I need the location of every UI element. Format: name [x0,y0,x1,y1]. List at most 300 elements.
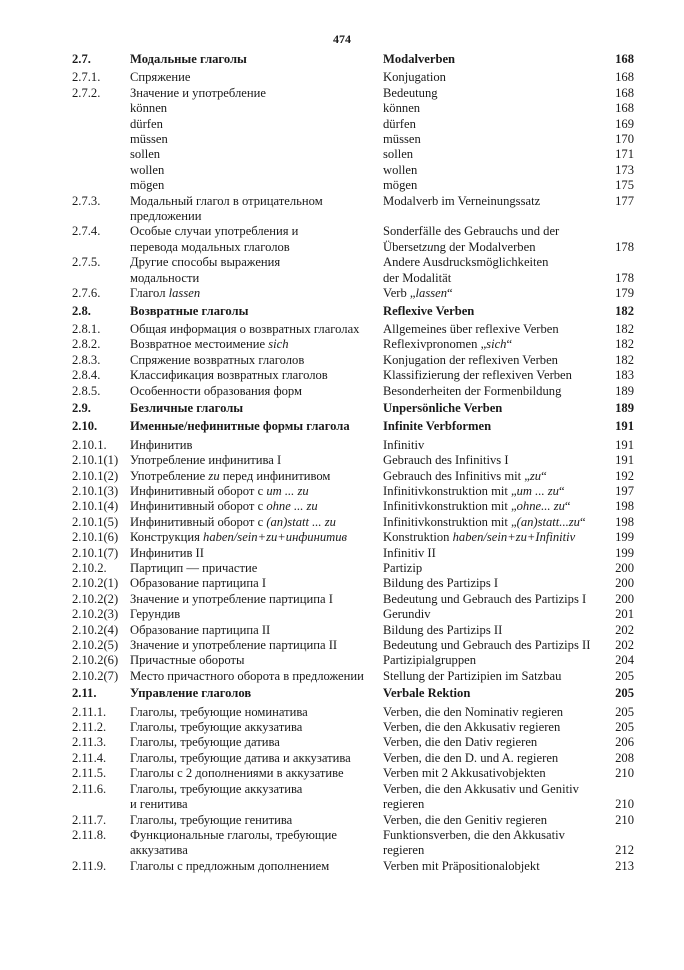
toc-title-line: wollen [383,162,418,177]
toc-title-line: Bedeutung [383,85,438,100]
toc-number: 2.8.2. [72,337,101,352]
toc-title-line: Особенности образования форм [130,383,302,398]
toc-number: 2.10.1(6) [72,530,119,545]
toc-title-line: Verben, die den Nominativ regieren [383,704,564,719]
toc-page-number: 212 [615,843,634,858]
toc-number: 2.10.1(5) [72,514,119,529]
toc-number: 2.7.4. [72,224,101,239]
toc-title-line: Глаголы, требующие номинатива [130,704,308,719]
toc-row[interactable] [72,163,634,178]
toc-title-russian [130,255,380,286]
toc-title-line: können [383,101,421,116]
toc-title-german [383,623,615,638]
toc-title-line: Konstruktion haben/sein+zu+Infinitiv [383,530,576,545]
toc-title-line: dürfen [130,116,163,131]
toc-row[interactable] [72,766,634,781]
toc-title-line: Infinitiv II [383,545,436,560]
toc-row[interactable] [72,546,634,561]
toc-title-russian [130,368,380,383]
toc-number: 2.10.1(1) [72,453,119,468]
toc-title-german [383,638,615,653]
toc-page-number: 205 [615,668,634,683]
toc-row[interactable] [72,194,634,225]
toc-title-line: sollen [130,147,161,162]
toc-row[interactable] [72,86,634,101]
toc-number: 2.11.4. [72,750,107,765]
toc-row[interactable] [72,117,634,132]
toc-title-russian [130,52,380,67]
toc-title-russian [130,576,380,591]
toc-row[interactable] [72,735,634,750]
toc-title-russian [130,484,380,499]
toc-page-number: 183 [615,368,634,383]
toc-page-number: 204 [615,653,634,668]
toc-title-russian [130,751,380,766]
toc-number: 2.11.7. [72,812,107,827]
toc-title-line: Klassifizierung der reflexiven Verben [383,368,572,383]
toc-title-russian [130,546,380,561]
toc-page-number: 210 [615,797,634,812]
toc-title-german [383,52,615,67]
toc-title-line: Unpersönliche Verben [383,400,503,415]
toc-title-russian [130,401,380,416]
toc-title-german [383,546,615,561]
toc-title-line: Значение и употребление [130,85,266,100]
toc-page-number: 198 [615,499,634,514]
toc-page-number: 200 [615,576,634,591]
toc-title-russian [130,859,380,874]
toc-title-line: Andere Ausdrucksmöglichkeiten [383,255,549,270]
toc-title-line: Infinitiv [383,437,425,452]
toc-title-line: Другие способы выражения [130,255,281,270]
toc-title-line: Infinitivkonstruktion mit „(an)statt...zu“ [383,514,586,529]
toc-title-line: Verben mit 2 Akkusativobjekten [383,766,546,781]
toc-title-german [383,607,615,622]
toc-title-line: Глаголы, требующие датива [130,735,280,750]
toc-page-number: 182 [615,321,634,336]
toc-title-russian [130,561,380,576]
toc-title-russian [130,70,380,85]
toc-row[interactable] [72,782,634,813]
toc-title-line: Gebrauch des Infinitivs I [383,453,509,468]
toc-row[interactable] [72,576,634,591]
toc-title-line: Modalverben [383,52,456,66]
toc-title-german [383,813,615,828]
toc-title-line: Возвратное местоимение sich [130,337,289,352]
toc-title-line: mögen [383,178,418,193]
toc-title-line: Verben, die den D. und A. regieren [383,750,559,765]
toc-title-russian [130,705,380,720]
toc-title-german [383,304,615,319]
toc-row[interactable] [72,286,634,301]
toc-number: 2.7.1. [72,70,101,85]
toc-title-line: Общая информация о возвратных глаголах [130,321,360,336]
toc-row[interactable] [72,101,634,116]
toc-title-line: Besonderheiten der Formenbildung [383,383,562,398]
toc-number: 2.10.2(5) [72,638,119,653]
toc-page-number: 189 [615,383,634,398]
toc-page-number: 178 [615,239,634,254]
toc-row[interactable] [72,337,634,352]
toc-page-number: 206 [615,735,634,750]
toc-row[interactable] [72,638,634,653]
toc-title-russian [130,304,380,319]
toc-page-number: 210 [615,812,634,827]
toc-page-number: 201 [615,607,634,622]
toc-title-german [383,469,615,484]
toc-page-number: 182 [615,337,634,352]
toc-title-german [383,686,615,701]
toc-number: 2.10.2(6) [72,653,119,668]
toc-number: 2.11.1. [72,704,107,719]
toc-title-line: Bedeutung und Gebrauch des Partizips I [383,591,587,606]
toc-title-line: Спряжение возвратных глаголов [130,352,305,367]
toc-page-number: 200 [615,591,634,606]
toc-title-german [383,576,615,591]
toc-title-russian [130,515,380,530]
toc-title-russian [130,224,380,255]
toc-title-line: Gebrauch des Infinitivs mit „zu“ [383,468,547,483]
toc-title-german [383,782,615,813]
toc-title-german [383,286,615,301]
toc-title-russian [130,337,380,352]
toc-page-number: 178 [615,270,634,285]
toc-title-line: перевода модальных глаголов [130,239,290,254]
toc-page-number: 168 [615,85,634,100]
toc-number: 2.11.8. [72,827,107,842]
toc-title-line: Инфинитивный оборот с um ... zu [130,483,309,498]
toc-title-german [383,224,615,255]
toc-title-russian [130,828,380,859]
toc-section-row[interactable] [72,686,634,701]
toc-number: 2.10. [72,419,98,434]
toc-title-line: аккузатива [130,843,188,858]
toc-row[interactable] [72,592,634,607]
toc-title-german [383,530,615,545]
toc-title-german [383,499,615,514]
toc-row[interactable] [72,530,634,545]
toc-page-number: 205 [615,720,634,735]
toc-title-german [383,194,615,209]
toc-title-german [383,515,615,530]
toc-title-russian [130,322,380,337]
toc-title-line: Причастные обороты [130,653,245,668]
toc-title-line: mögen [130,178,165,193]
toc-row[interactable] [72,132,634,147]
toc-title-russian [130,720,380,735]
toc-title-russian [130,101,380,116]
toc-page-number: 173 [615,162,634,177]
toc-title-line: Глаголы, требующие аккузатива [130,720,303,735]
toc-title-line: Глаголы с предложным дополнением [130,858,330,873]
toc-row[interactable] [72,515,634,530]
toc-page-number: 171 [615,147,634,162]
toc-number: 2.11. [72,686,97,701]
toc-title-line: Verben mit Präpositionalobjekt [383,858,540,873]
toc-page-number: 202 [615,638,634,653]
toc-number: 2.7.2. [72,85,101,100]
toc-title-line: wollen [130,162,165,177]
toc-page-number: 182 [615,303,634,318]
toc-title-german [383,70,615,85]
toc-title-german [383,751,615,766]
toc-page-number: 197 [615,483,634,498]
toc-title-line: Übersetzung der Modalverben [383,239,536,254]
toc-title-line: Partizip [383,561,423,575]
toc-title-line: Verben, die den Genitiv regieren [383,812,548,827]
toc-title-line: Bildung des Partizips I [383,576,499,591]
toc-title-line: Глаголы, требующие генитива [130,812,293,827]
toc-row[interactable] [72,720,634,735]
toc-title-line: Modalverb im Verneinungssatz [383,193,541,208]
toc-row[interactable] [72,561,634,576]
toc-title-line: Управление глаголов [130,686,252,701]
toc-number: 2.8.1. [72,321,101,336]
toc-title-line: Bildung des Partizips II [383,622,503,637]
toc-title-german [383,766,615,781]
toc-title-russian [130,147,380,162]
toc-title-line: Konjugation [383,70,446,85]
toc-title-line: Значение и употребление партиципа II [130,638,338,653]
toc-title-german [383,117,615,132]
toc-page-number: 205 [615,704,634,719]
toc-number: 2.11.9. [72,858,107,873]
toc-number: 2.10.2. [72,561,107,575]
toc-title-russian [130,735,380,750]
toc-title-german [383,337,615,352]
toc-title-line: Употребление инфинитива I [130,453,282,468]
toc-page-number: 210 [615,766,634,781]
toc-title-german [383,401,615,416]
toc-title-line: Герундив [130,607,181,622]
toc-title-line: regieren [383,843,425,858]
toc-title-russian [130,438,380,453]
toc-page-number: 179 [615,286,634,301]
toc-number: 2.10.2(7) [72,668,119,683]
toc-number: 2.10.2(1) [72,576,119,591]
toc-title-russian [130,384,380,399]
toc-title-line: können [130,101,168,116]
toc-title-russian [130,686,380,701]
toc-title-russian [130,178,380,193]
toc-title-line: Инфинитив [130,437,193,452]
toc-title-german [383,653,615,668]
toc-title-line: Reflexive Verben [383,303,475,318]
toc-title-german [383,484,615,499]
toc-row[interactable] [72,859,634,874]
toc-title-russian [130,499,380,514]
toc-page-number: 175 [615,178,634,193]
toc-page-number: 199 [615,530,634,545]
toc-number: 2.8.4. [72,368,101,383]
toc-title-russian [130,669,380,684]
toc-title-russian [130,286,380,301]
toc-title-german [383,384,615,399]
toc-page-number: 202 [615,622,634,637]
toc-row[interactable] [72,322,634,337]
toc-row[interactable] [72,438,634,453]
toc-title-russian [130,86,380,101]
toc-title-line: Konjugation der reflexiven Verben [383,352,558,367]
toc-title-line: regieren [383,797,425,812]
toc-title-german [383,178,615,193]
toc-number: 2.8. [72,303,91,318]
toc-title-german [383,453,615,468]
toc-title-russian [130,607,380,622]
toc-number: 2.7.5. [72,255,101,270]
toc-title-line: Allgemeines über reflexive Verben [383,321,559,336]
toc-title-line: Значение и употребление партиципа I [130,591,333,606]
toc-page-number: 200 [615,561,634,575]
toc-title-line: sollen [383,147,414,162]
toc-number: 2.11.5. [72,766,107,781]
toc-row[interactable] [72,607,634,622]
toc-page-number: 213 [615,858,634,873]
toc-number: 2.10.2(3) [72,607,119,622]
toc-page-number: 168 [615,52,634,66]
toc-title-line: Gerundiv [383,607,431,622]
toc-number: 2.10.2(4) [72,622,119,637]
toc-title-line: Infinitivkonstruktion mit „um ... zu“ [383,483,565,498]
toc-title-line: Sonderfälle des Gebrauchs und der [383,224,560,239]
toc-number: 2.10.1. [72,437,107,452]
toc-number: 2.10.1(2) [72,468,119,483]
toc-title-german [383,147,615,162]
table-of-contents [72,50,634,874]
toc-page-number: 170 [615,132,634,147]
toc-page-number: 205 [615,686,634,701]
toc-title-line: Партицип — причастие [130,561,258,575]
toc-title-german [383,419,615,434]
toc-title-russian [130,782,380,813]
toc-title-line: Глагол lassen [130,286,201,301]
toc-title-line: Инфинитивный оборот с (an)statt ... zu [130,514,336,529]
toc-title-line: Функциональные глаголы, требующие [130,827,337,842]
toc-page-number: 169 [615,116,634,131]
toc-title-line: Verben, die den Akkusativ regieren [383,720,561,735]
toc-title-german [383,163,615,178]
toc-row[interactable] [72,178,634,193]
toc-title-russian [130,623,380,638]
toc-row[interactable] [72,453,634,468]
toc-row[interactable] [72,353,634,368]
toc-page-number: 199 [615,545,634,560]
toc-title-german [383,720,615,735]
toc-title-line: Употребление zu перед инфинитивом [130,468,331,483]
toc-row[interactable] [72,384,634,399]
toc-title-line: Verb „lassen“ [383,286,453,301]
toc-title-line: Особые случаи употребления и [130,224,299,239]
toc-title-russian [130,653,380,668]
toc-row[interactable] [72,255,634,286]
toc-title-german [383,438,615,453]
toc-number: 2.10.2(2) [72,591,119,606]
toc-title-line: и генитива [130,797,188,812]
toc-title-line: модальности [130,270,200,285]
toc-title-german [383,735,615,750]
toc-number: 2.10.1(3) [72,483,119,498]
toc-row[interactable] [72,828,634,859]
toc-title-line: Модальные глаголы [130,52,247,66]
toc-title-line: Partizipialgruppen [383,653,477,668]
toc-title-german [383,368,615,383]
toc-title-russian [130,766,380,781]
toc-row[interactable] [72,499,634,514]
toc-row[interactable] [72,623,634,638]
toc-row[interactable] [72,224,634,255]
toc-title-german [383,592,615,607]
toc-section-row[interactable] [72,401,634,416]
toc-title-line: предложении [130,209,202,224]
toc-title-russian [130,163,380,178]
toc-title-german [383,255,615,286]
toc-section-row[interactable] [72,52,634,67]
toc-title-line: Место причастного оборота в предложении [130,668,364,683]
toc-row[interactable] [72,368,634,383]
toc-page-number: 182 [615,352,634,367]
toc-page-number: 168 [615,101,634,116]
toc-page-number: 208 [615,750,634,765]
toc-title-line: Безличные глаголы [130,400,244,415]
toc-number: 2.8.3. [72,352,101,367]
toc-section-row[interactable] [72,304,634,319]
toc-row[interactable] [72,653,634,668]
toc-row[interactable] [72,484,634,499]
toc-title-line: der Modalität [383,270,452,285]
toc-row[interactable] [72,705,634,720]
toc-title-german [383,859,615,874]
toc-page-number: 191 [615,437,634,452]
toc-title-line: Reflexivpronomen „sich“ [383,337,513,352]
toc-page-number: 198 [615,514,634,529]
toc-number: 2.9. [72,400,91,415]
page-number: 474 [333,32,351,46]
toc-title-line: müssen [130,132,168,147]
toc-title-russian [130,419,380,434]
toc-row[interactable] [72,469,634,484]
toc-page-number: 189 [615,400,634,415]
toc-title-line: Verben, die den Dativ regieren [383,735,538,750]
toc-title-german [383,561,615,576]
toc-title-line: Конструкция haben/sein+zu+инфинитив [130,530,347,545]
toc-number: 2.11.3. [72,735,107,750]
toc-title-line: Bedeutung und Gebrauch des Partizips II [383,638,591,653]
toc-title-line: Глаголы с 2 дополнениями в аккузативе [130,766,344,781]
toc-title-german [383,132,615,147]
toc-title-line: Спряжение [130,70,191,85]
toc-page-number: 191 [615,453,634,468]
toc-row[interactable] [72,813,634,828]
toc-title-line: müssen [383,132,421,147]
toc-title-line: Образование партиципа I [130,576,267,591]
toc-section-row[interactable] [72,419,634,434]
toc-title-line: Verbale Rektion [383,686,471,701]
toc-title-russian [130,453,380,468]
toc-number: 2.10.1(7) [72,545,119,560]
toc-number: 2.7.3. [72,193,101,208]
toc-title-line: Verben, die den Akkusativ und Genitiv [383,781,579,796]
toc-title-russian [130,469,380,484]
toc-row[interactable] [72,147,634,162]
toc-title-line: Возвратные глаголы [130,303,249,318]
toc-title-line: Infinite Verbformen [383,419,492,434]
toc-title-line: Глаголы, требующие аккузатива [130,781,303,796]
toc-row[interactable] [72,669,634,684]
toc-row[interactable] [72,70,634,85]
toc-number: 2.10.1(4) [72,499,119,514]
toc-title-line: Именные/нефинитные формы глагола [130,419,350,434]
toc-row[interactable] [72,751,634,766]
